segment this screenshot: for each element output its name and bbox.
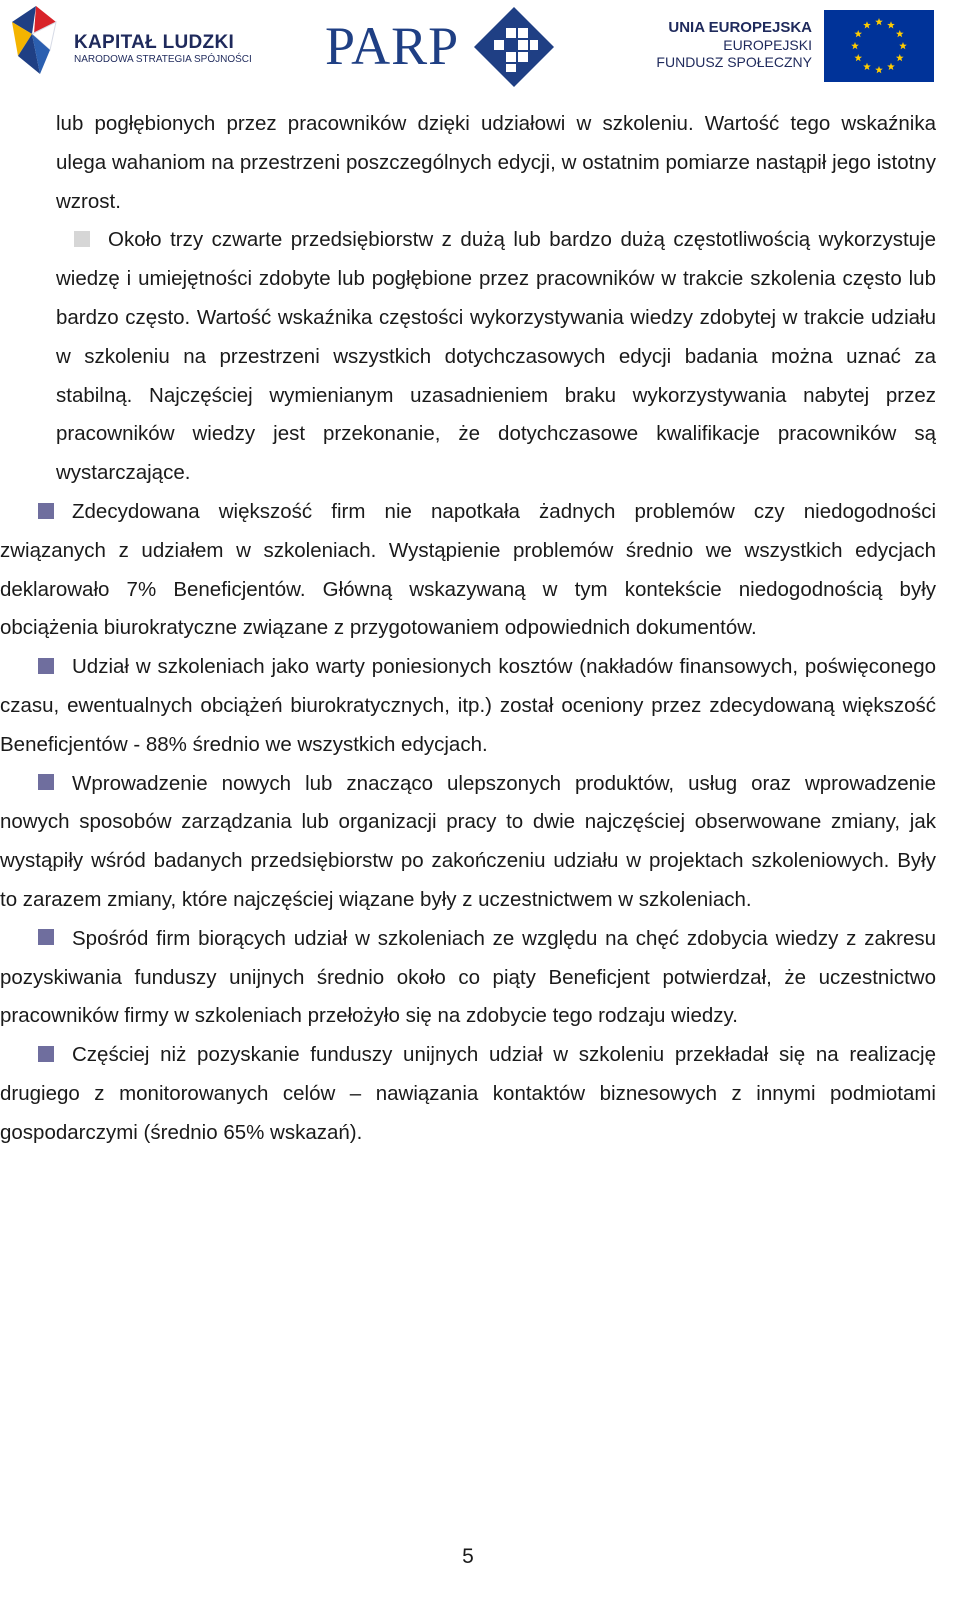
eu-text-block [656, 18, 812, 71]
eu-star-icon [854, 30, 862, 37]
eu-star-icon [863, 21, 871, 28]
paragraph-text: Częściej niż pozyskanie funduszy unijnych udział w szkoleniu przekładał się na realizację drugiego z monitorowanych celów – nawiązania kontaktów biznesowych z innymi podmiotami gospodarczymi (średnio 65% wskazań). [0, 1043, 936, 1144]
kapital-ludzki-title: KAPITAŁ LUDZKI [74, 32, 235, 53]
eu-star-icon [887, 21, 895, 28]
square-bullet-icon [38, 929, 54, 945]
paragraph-text: Wprowadzenie nowych lub znacząco ulepszonych produktów, usług oraz wprowadzenie nowych sposobów zarządzania lub organizacji pracy to dwie najczęściej obserwowane zmiany, jak wystąpiły wśród badanych przedsiębiorstw po zakończeniu udziału w projektach szkoleniowych. Były to zarazem zmiany, które najczęściej wiązane były z uczestnictwem w szkoleniach. [0, 771, 936, 911]
eu-star-icon [854, 54, 862, 61]
square-bullet-icon [38, 1046, 54, 1062]
eu-stars [824, 10, 934, 82]
paragraph-business-contacts [0, 1036, 936, 1152]
page-header [0, 0, 960, 95]
paragraph-text: Udział w szkoleniach jako warty poniesionych kosztów (nakładów finansowych, poświęconego czasu, ewentualnych obciążeń biurokratycznych, itp.) został oceniony przez zdecydowaną większość Beneficjentów - 88% średnio we wszystkich edycjach. [0, 655, 936, 756]
eu-star-icon [896, 30, 904, 37]
kapital-ludzki-star-icon [10, 4, 70, 76]
eu-flag-icon [824, 10, 934, 82]
parp-diamond-icon [473, 6, 555, 88]
eu-star-icon [875, 18, 883, 25]
kapital-ludzki-subtitle: NARODOWA STRATEGIA SPÓJNOŚCI [74, 54, 252, 65]
paragraph-text: Około trzy czwarte przedsiębiorstw z dużą lub bardzo dużą częstotliwością wykorzystuje wiedzę i umiejętności zdobyte lub pogłębione przez pracowników w trakcie szkolenia często lub bardzo często. Wartość wskaźnika częstości wykorzystywania wiedzy zdobytej w trakcie udziału w szkoleniu na przestrzeni wszystkich dotychczasowych edycji badania można uznać za stabilną. Najczęściej wymienianym uzasadnieniem braku wykorzystywania nabytej przez pracowników wiedzy jest przekonanie, że dotychczasowe kwalifikacje pracowników są wystarczające. [56, 228, 936, 485]
paragraph-text: Spośród firm biorących udział w szkoleniach ze względu na chęć zdobycia wiedzy z zakresu pozyskiwania funduszy unijnych średnio około co piąty Beneficjent potwierdzał, że uczestnictwo pracowników firmy w szkoleniach przełożyło się na zdobycie tego rodzaju wiedzy. [0, 926, 936, 1028]
parp-logo [325, 6, 560, 86]
square-bullet-icon [74, 231, 90, 247]
eu-line-3: FUNDUSZ SPOŁECZNY [656, 54, 812, 70]
eu-line-1: UNIA EUROPEJSKA [668, 19, 812, 36]
square-bullet-icon [38, 658, 54, 674]
eu-star-icon [863, 63, 871, 70]
square-bullet-icon [38, 503, 54, 519]
paragraph-knowledge-usage [0, 221, 936, 493]
paragraph-eu-funds [0, 920, 936, 1036]
eu-star-icon [875, 66, 883, 73]
page-number: 5 [462, 1545, 474, 1568]
eu-logo [650, 8, 940, 83]
eu-star-icon [851, 42, 859, 49]
parp-title: PARP [325, 16, 460, 76]
paragraph-innovations [0, 765, 936, 920]
paragraph-text: Zdecydowana większość firm nie napotkała żadnych problemów czy niedogodności związanych z udziałem w szkoleniach. Wystąpienie problemów średnio we wszystkich edycjach deklarowało 7% Beneficjentów. Główną wskazywaną w tym kontekście niedogodnością były obciążenia biurokratyczne związane z przygotowaniem odpowiednich dokumentów. [0, 499, 936, 640]
eu-line-2: EUROPEJSKI [723, 37, 812, 53]
document-body [0, 105, 936, 1153]
paragraph-problems [0, 493, 936, 648]
square-bullet-icon [38, 774, 54, 790]
paragraph-worth-costs [0, 648, 936, 764]
eu-star-icon [899, 42, 907, 49]
kapital-ludzki-logo [10, 4, 250, 80]
eu-star-icon [887, 63, 895, 70]
paragraph-intro-continuation: lub pogłębionych przez pracowników dzięki udziałowi w szkoleniu. Wartość tego wskaźnika ulega wahaniom na przestrzeni poszczególnych edycji, w ostatnim pomiarze nastąpił jego istotny wzrost. [56, 112, 936, 213]
eu-star-icon [896, 54, 904, 61]
